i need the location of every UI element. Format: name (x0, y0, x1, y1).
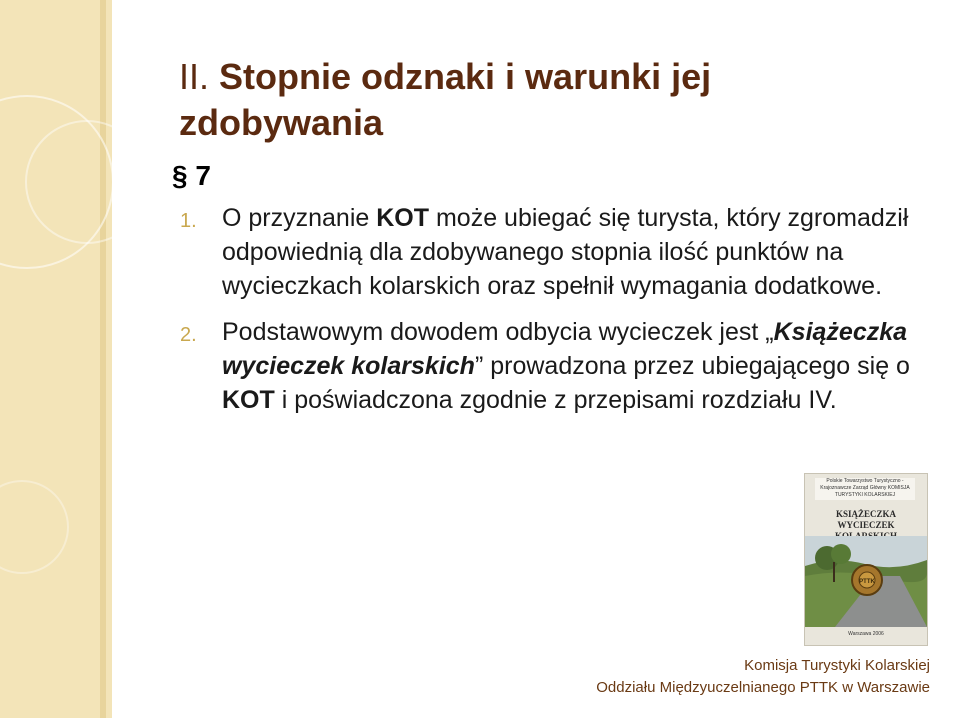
item-text-bold: KOT (376, 204, 430, 232)
item-text: O przyznanie (222, 204, 377, 232)
road-photo (805, 536, 927, 627)
booklet-title-line: KSIĄŻECZKA (835, 509, 897, 519)
item-text-bold-italic: Książeczka wycieczek kolarskich (222, 318, 908, 380)
item-text: Podstawowym dowodem odbycia wycieczek jest „ (222, 318, 774, 346)
booklet-header: Polskie Towarzystwo Turystyczno - Krajoznawcze Zarząd Główny KOMISJA TURYSTYKI KOLARSKIEJ (815, 478, 915, 500)
slide-footer (596, 655, 930, 699)
booklet-title-line: WYCIECZEK (837, 520, 895, 530)
item-number: 1. (180, 210, 197, 232)
title-number: II. (179, 56, 210, 97)
item-text: może ubiegać się turysta, który zgromadził odpowiednią dla zdobywanego stopnia ilość punktów na wycieczkach kolarskich oraz spełnił wymagania dodatkowe. (222, 204, 909, 300)
item-text: i poświadczona zgodnie z przepisami rozdziału IV. (274, 386, 837, 414)
list-item (180, 315, 940, 417)
footer-line: Oddziału Międzyuczelnianego PTTK w Warszawie (596, 679, 930, 696)
booklet-cover-image (804, 473, 928, 646)
paragraph-label: § 7 (172, 160, 211, 191)
badge-label: PTTK (859, 579, 875, 585)
rules-list (180, 201, 940, 429)
road-landscape-graphic (805, 536, 927, 627)
footer-line: Komisja Turystyki Kolarskiej (744, 657, 930, 674)
list-item (180, 201, 940, 303)
title-text: Stopnie odznaki i warunki jej zdobywania (179, 56, 712, 143)
item-text: ” prowadzona przez ubiegającego się o (474, 352, 910, 380)
item-text-bold: KOT (222, 386, 275, 414)
item-number: 2. (180, 324, 197, 346)
booklet-footer: Warszawa 2006 (848, 631, 884, 637)
slide-title (179, 54, 879, 146)
decorative-side-band (0, 0, 112, 718)
decorative-ring (0, 480, 69, 574)
